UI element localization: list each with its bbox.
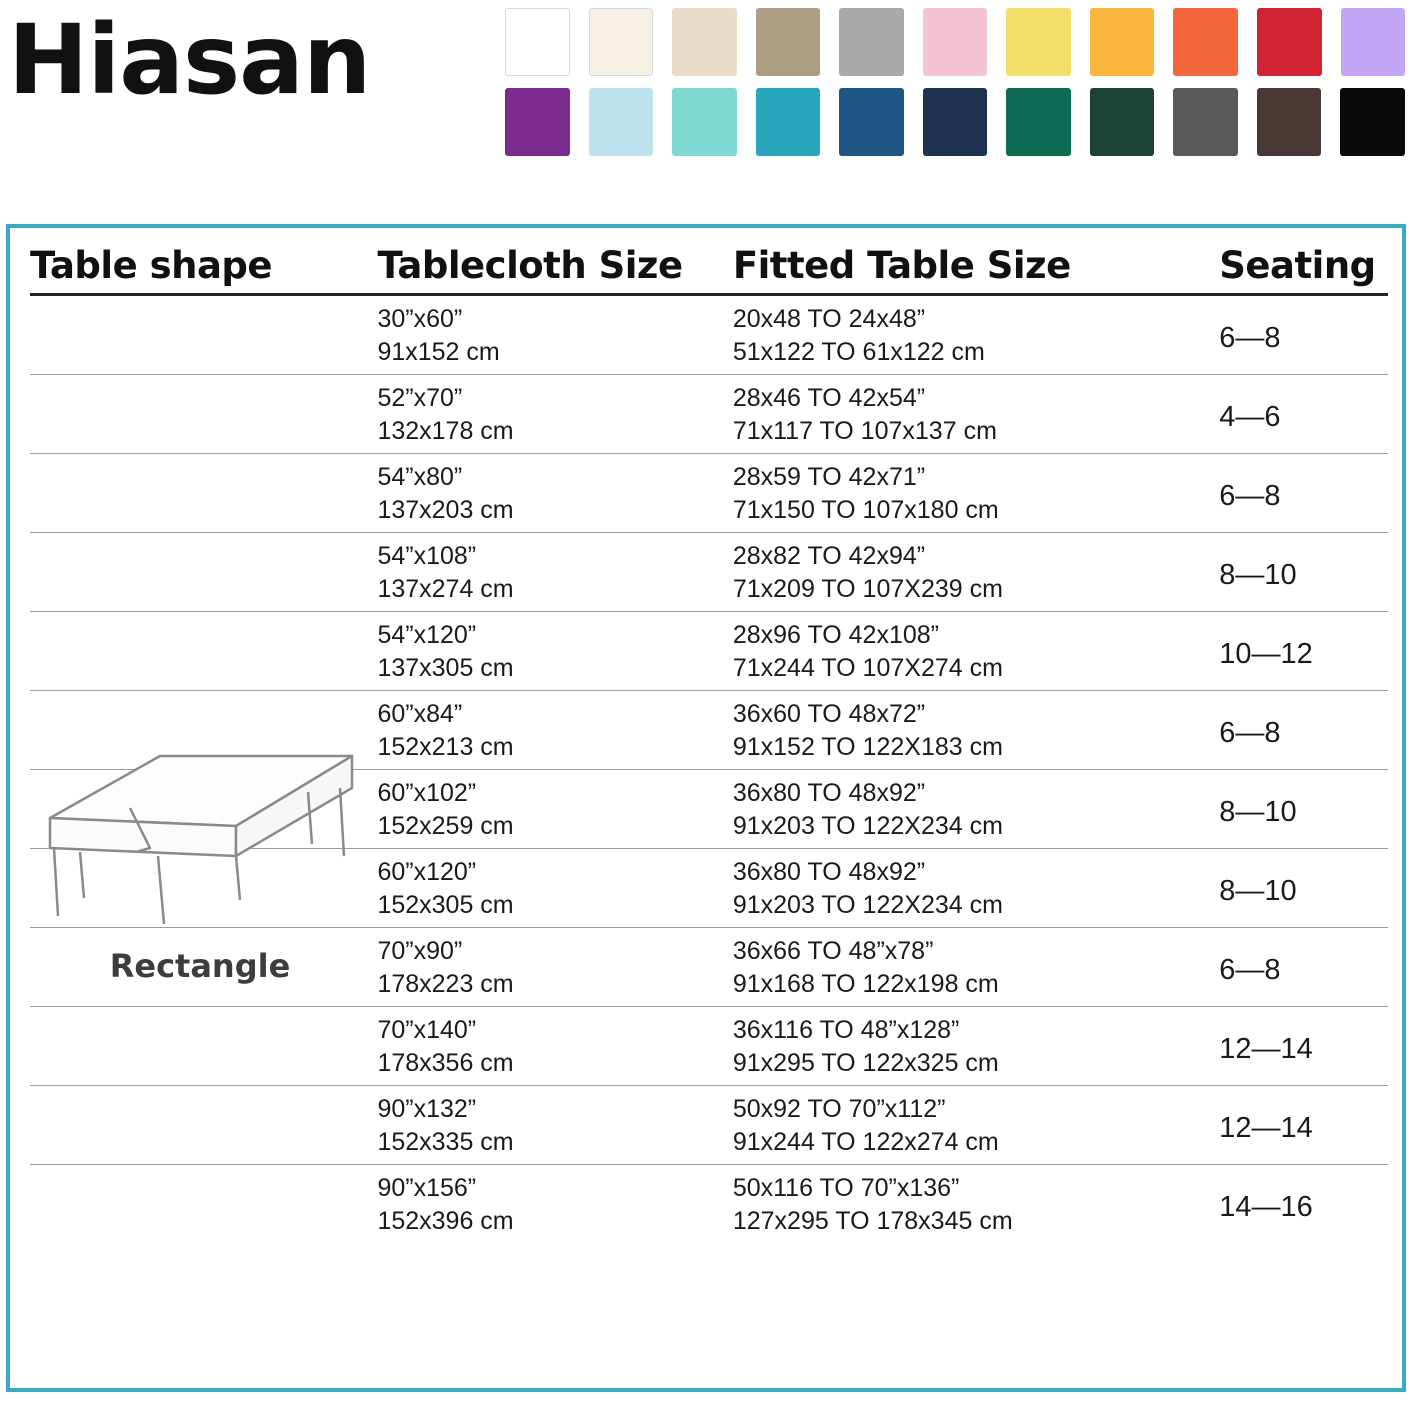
cell-seating: 6—8 — [1219, 480, 1281, 512]
table-row — [30, 849, 1388, 928]
color-swatch-navy-blue[interactable] — [839, 88, 904, 156]
color-swatch-white[interactable] — [505, 8, 570, 76]
cell-tablecloth-size — [377, 612, 732, 690]
fitted-size-inches: 36x66 TO 48”x78” — [732, 937, 934, 965]
cell-tablecloth-size — [377, 1086, 732, 1164]
cloth-size-cm: 91x152 cm — [377, 338, 500, 366]
fitted-size-cm: 91x244 TO 122x274 cm — [732, 1128, 999, 1156]
cell-fitted-table-size — [733, 1165, 1219, 1243]
cloth-size-cm: 178x223 cm — [377, 970, 514, 998]
color-swatch-teal[interactable] — [756, 88, 821, 156]
cell-fitted-table-size — [733, 375, 1219, 453]
cell-tablecloth-size — [377, 691, 732, 769]
fitted-size-cm: 91x152 TO 122X183 cm — [732, 733, 1003, 761]
cell-tablecloth-size — [377, 1165, 732, 1243]
cloth-size-cm: 137x203 cm — [377, 496, 514, 524]
column-header-seating: Seating — [1219, 244, 1376, 287]
cell-tablecloth-size — [377, 928, 732, 1006]
color-swatch-black[interactable] — [1340, 88, 1405, 156]
fitted-size-cm: 51x122 TO 61x122 cm — [732, 338, 985, 366]
cell-seating: 6—8 — [1219, 954, 1281, 986]
cloth-size-inches: 60”x120” — [377, 858, 477, 886]
column-header-tablecloth-size: Tablecloth Size — [377, 244, 683, 287]
cloth-size-inches: 70”x90” — [377, 937, 463, 965]
color-swatch-orange[interactable] — [1173, 8, 1238, 76]
color-swatch-purple[interactable] — [505, 88, 570, 156]
table-row — [30, 612, 1388, 691]
cloth-size-inches: 54”x108” — [377, 542, 477, 570]
fitted-size-inches: 50x92 TO 70”x112” — [732, 1095, 946, 1123]
cell-fitted-table-size — [733, 691, 1219, 769]
fitted-size-inches: 36x60 TO 48x72” — [732, 700, 926, 728]
fitted-size-cm: 127x295 TO 178x345 cm — [732, 1207, 1013, 1235]
cell-seating: 6—8 — [1219, 717, 1281, 749]
cell-tablecloth-size — [377, 1007, 732, 1085]
table-row — [30, 1086, 1388, 1165]
fitted-size-inches: 28x59 TO 42x71” — [732, 463, 926, 491]
cell-fitted-table-size — [733, 1007, 1219, 1085]
cloth-size-cm: 132x178 cm — [377, 417, 514, 445]
fitted-size-inches: 28x96 TO 42x108” — [732, 621, 939, 649]
cell-seating: 6—8 — [1219, 322, 1281, 354]
table-shape-label: Rectangle — [109, 947, 291, 985]
fitted-size-inches: 20x48 TO 24x48” — [732, 305, 926, 333]
color-swatch-gold[interactable] — [1090, 8, 1155, 76]
cloth-size-cm: 152x305 cm — [377, 891, 514, 919]
fitted-size-cm: 71x209 TO 107X239 cm — [732, 575, 1003, 603]
fitted-size-inches: 36x80 TO 48x92” — [732, 779, 926, 807]
color-swatch-dark-brown[interactable] — [1257, 88, 1322, 156]
fitted-size-cm: 91x295 TO 122x325 cm — [732, 1049, 999, 1077]
table-row — [30, 770, 1388, 849]
cloth-size-inches: 60”x84” — [377, 700, 463, 728]
color-swatch-taupe[interactable] — [756, 8, 821, 76]
cloth-size-inches: 52”x70” — [377, 384, 463, 412]
table-row — [30, 1165, 1388, 1243]
cloth-size-cm: 137x305 cm — [377, 654, 514, 682]
fitted-size-cm: 71x150 TO 107x180 cm — [732, 496, 999, 524]
cell-fitted-table-size — [733, 1086, 1219, 1164]
cloth-size-inches: 54”x80” — [377, 463, 463, 491]
cloth-size-inches: 54”x120” — [377, 621, 477, 649]
cell-fitted-table-size — [733, 770, 1219, 848]
cloth-size-cm: 152x335 cm — [377, 1128, 514, 1156]
cloth-size-cm: 178x356 cm — [377, 1049, 514, 1077]
cell-seating: 8—10 — [1219, 559, 1297, 591]
fitted-size-cm: 91x203 TO 122X234 cm — [732, 891, 1003, 919]
brand-logo: Hiasan — [8, 4, 371, 116]
column-header-table-shape: Table shape — [30, 244, 272, 287]
table-row — [30, 533, 1388, 612]
color-swatch-red[interactable] — [1257, 8, 1322, 76]
fitted-size-inches: 28x82 TO 42x94” — [732, 542, 926, 570]
cloth-size-cm: 152x396 cm — [377, 1207, 514, 1235]
fitted-size-inches: 36x116 TO 48”x128” — [732, 1016, 960, 1044]
cell-tablecloth-size — [377, 533, 732, 611]
cloth-size-cm: 152x213 cm — [377, 733, 514, 761]
cloth-size-inches: 90”x132” — [377, 1095, 477, 1123]
cell-seating: 8—10 — [1219, 875, 1297, 907]
color-swatch-charcoal[interactable] — [1173, 88, 1238, 156]
column-header-fitted-table-size: Fitted Table Size — [732, 244, 1071, 287]
cloth-size-inches: 70”x140” — [377, 1016, 477, 1044]
cloth-size-cm: 152x259 cm — [377, 812, 514, 840]
cell-tablecloth-size — [377, 454, 732, 532]
color-swatch-dark-green[interactable] — [1090, 88, 1155, 156]
cloth-size-cm: 137x274 cm — [377, 575, 514, 603]
cell-fitted-table-size — [733, 612, 1219, 690]
fitted-size-inches: 50x116 TO 70”x136” — [732, 1174, 960, 1202]
fitted-size-inches: 28x46 TO 42x54” — [732, 384, 926, 412]
table-header-row — [30, 244, 1388, 296]
cell-fitted-table-size — [733, 849, 1219, 927]
size-chart-panel — [6, 224, 1406, 1392]
cloth-size-inches: 30”x60” — [377, 305, 463, 333]
cell-seating: 14—16 — [1219, 1191, 1313, 1223]
color-swatch-lavender[interactable] — [1341, 8, 1406, 76]
fitted-size-cm: 91x168 TO 122x198 cm — [732, 970, 999, 998]
color-swatch-row-1 — [505, 8, 1405, 76]
color-swatch-yellow[interactable] — [1006, 8, 1071, 76]
table-row — [30, 928, 1388, 1007]
table-row — [30, 1007, 1388, 1086]
table-row — [30, 454, 1388, 533]
color-swatch-beige[interactable] — [672, 8, 737, 76]
color-swatch-pink[interactable] — [923, 8, 988, 76]
cell-fitted-table-size — [733, 533, 1219, 611]
cell-tablecloth-size — [377, 849, 732, 927]
cloth-size-inches: 60”x102” — [377, 779, 477, 807]
cell-tablecloth-size — [377, 296, 732, 374]
fitted-size-cm: 71x244 TO 107X274 cm — [732, 654, 1003, 682]
cell-fitted-table-size — [733, 928, 1219, 1006]
color-swatch-palette — [505, 8, 1405, 168]
cloth-size-inches: 90”x156” — [377, 1174, 477, 1202]
color-swatch-ivory[interactable] — [589, 8, 654, 76]
color-swatch-gray[interactable] — [839, 8, 904, 76]
cell-seating: 8—10 — [1219, 796, 1297, 828]
color-swatch-dark-navy[interactable] — [923, 88, 988, 156]
fitted-size-inches: 36x80 TO 48x92” — [732, 858, 926, 886]
cell-seating: 4—6 — [1219, 401, 1281, 433]
color-swatch-aqua[interactable] — [672, 88, 737, 156]
fitted-size-cm: 91x203 TO 122X234 cm — [732, 812, 1003, 840]
table-row — [30, 691, 1388, 770]
fitted-size-cm: 71x117 TO 107x137 cm — [732, 417, 997, 445]
cell-seating: 10—12 — [1219, 638, 1313, 670]
color-swatch-emerald[interactable] — [1006, 88, 1071, 156]
table-row — [30, 375, 1388, 454]
cell-fitted-table-size — [733, 454, 1219, 532]
cell-seating: 12—14 — [1219, 1033, 1313, 1065]
cell-tablecloth-size — [377, 770, 732, 848]
color-swatch-light-blue[interactable] — [589, 88, 654, 156]
page-header — [0, 0, 1417, 200]
color-swatch-row-2 — [505, 88, 1405, 156]
table-row — [30, 296, 1388, 375]
cell-fitted-table-size — [733, 296, 1219, 374]
cell-seating: 12—14 — [1219, 1112, 1313, 1144]
cell-tablecloth-size — [377, 375, 732, 453]
table-body — [30, 296, 1388, 1243]
